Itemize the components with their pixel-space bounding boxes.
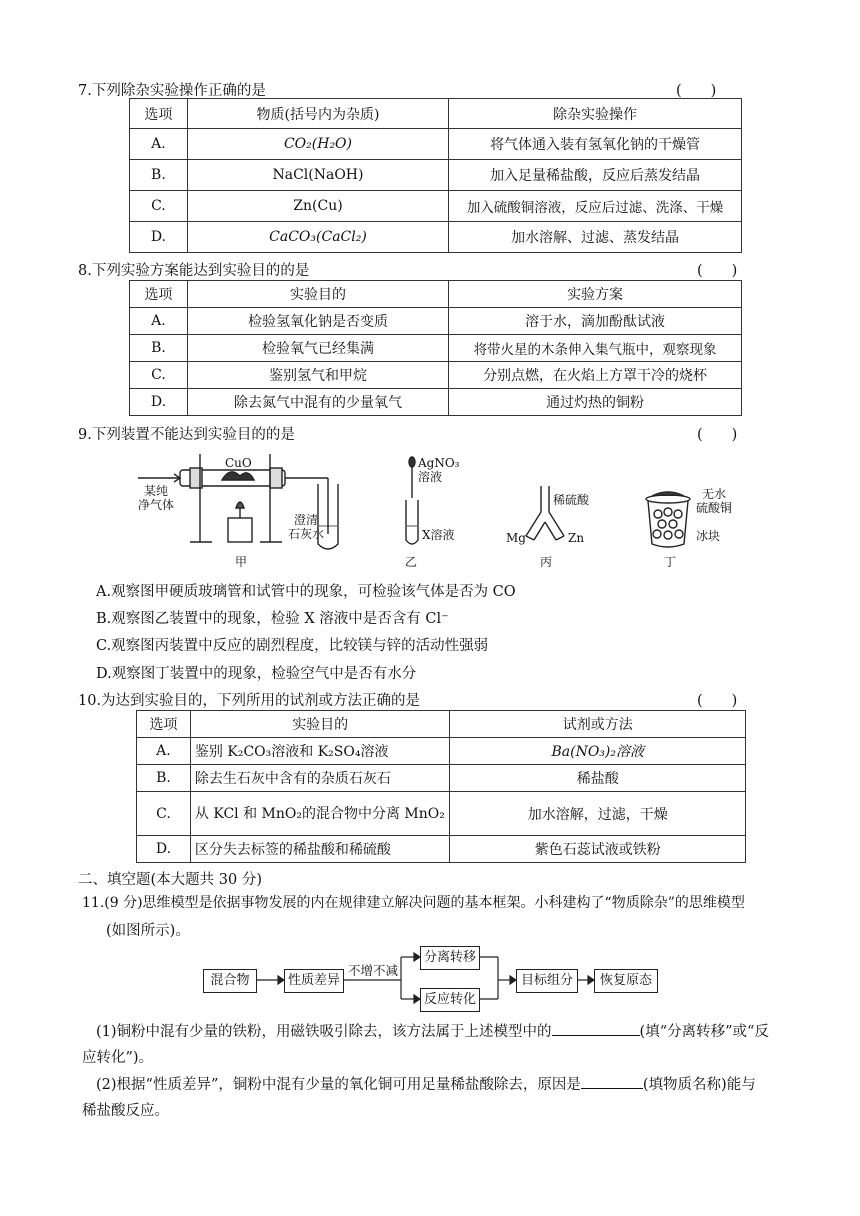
- operation-cell: 加入足量稀盐酸，反应后蒸发结晶: [449, 160, 742, 191]
- header-cell: 选项: [137, 711, 191, 738]
- q10-stem: 10.为达到实验目的，下列所用的试剂或方法正确的是: [78, 693, 421, 709]
- q7-answer-paren: ( ): [676, 83, 717, 99]
- label-agno3-solution: 溶液: [418, 470, 443, 484]
- q11-part2-line2: 稀盐酸反应。: [82, 1103, 169, 1119]
- label-gas-2: 净气体: [138, 498, 175, 512]
- option-cell: A.: [137, 738, 191, 765]
- flow-box-target-component: 目标组分: [516, 969, 578, 993]
- table-row: [137, 836, 746, 863]
- q10-answer-paren: ( ): [697, 693, 738, 709]
- substance-cell: CO₂(H₂O): [187, 129, 448, 160]
- substance-cell: Zn(Cu): [187, 191, 448, 222]
- purpose-cell: 检验氢氧化钠是否变质: [187, 308, 448, 335]
- q11-part1-line1: [96, 1019, 769, 1045]
- table-header-row: [137, 711, 746, 738]
- label-ding: 丁: [664, 555, 677, 569]
- purpose-cell: 鉴别 K₂CO₃溶液和 K₂SO₄溶液: [190, 738, 450, 765]
- option-cell: D.: [130, 222, 188, 253]
- option-cell: D.: [130, 389, 188, 416]
- q8-stem: 8.下列实验方案能达到实验目的的是: [78, 263, 310, 279]
- substance-cell: NaCl(NaOH): [187, 160, 448, 191]
- q9-option-c: C.观察图丙装置中反应的剧烈程度，比较镁与锌的活动性强弱: [96, 638, 489, 654]
- flow-box-reaction-conversion: 反应转化: [420, 988, 480, 1012]
- label-cuo: CuO: [225, 456, 252, 470]
- purpose-cell: 区分失去标签的稀盐酸和稀硫酸: [190, 836, 450, 863]
- table-row: [137, 738, 746, 765]
- answer-blank-1[interactable]: [552, 1021, 640, 1036]
- label-zn: Zn: [568, 531, 585, 545]
- flow-label-no-add-no-reduce: 不增不减: [348, 963, 399, 978]
- header-cell: 选项: [130, 99, 188, 129]
- table-row: [130, 308, 742, 335]
- plan-cell: 溶于水，滴加酚酞试液: [449, 308, 742, 335]
- purpose-cell: 除去氮气中混有的少量氧气: [187, 389, 448, 416]
- option-cell: D.: [137, 836, 191, 863]
- header-cell: 除杂实验操作: [449, 99, 742, 129]
- option-cell: B.: [137, 765, 191, 792]
- substance-cell: CaCO₃(CaCl₂): [187, 222, 448, 253]
- method-cell: 加水溶解，过滤，干燥: [450, 792, 746, 836]
- table-row: [130, 129, 742, 160]
- section-heading: 二、填空题(本大题共 30 分): [78, 872, 262, 888]
- q7-stem: 7.下列除杂实验操作正确的是: [78, 83, 266, 99]
- flow-box-restore-original: 恢复原态: [594, 969, 658, 993]
- q9-option-a: A.观察图甲硬质玻璃管和试管中的现象，可检验该气体是否为 CO: [96, 584, 516, 600]
- purpose-cell: 除去生石灰中含有的杂质石灰石: [190, 765, 450, 792]
- table-header-row: [130, 99, 742, 129]
- label-x-solution: X溶液: [422, 528, 455, 542]
- option-cell: C.: [130, 362, 188, 389]
- flow-box-mixture: 混合物: [203, 969, 257, 993]
- q11-part2-hint: (填物质名称)能与: [642, 1077, 756, 1093]
- figure-ding-apparatus: [642, 490, 694, 552]
- answer-blank-2[interactable]: [581, 1074, 643, 1089]
- flow-box-separation-transfer: 分离转移: [420, 946, 480, 970]
- header-cell: 物质(括号内为杂质): [187, 99, 448, 129]
- label-gas-1: 某纯: [144, 484, 169, 498]
- label-yi: 乙: [405, 555, 418, 569]
- q9-option-b: B.观察图乙装置中的现象，检验 X 溶液中是否含有 Cl⁻: [96, 611, 449, 627]
- q8-table: [129, 280, 742, 416]
- label-jia: 甲: [235, 555, 248, 569]
- purpose-cell: 检验氧气已经集满: [187, 335, 448, 362]
- operation-cell: 将气体通入装有氢氧化钠的干燥管: [449, 129, 742, 160]
- header-cell: 实验目的: [190, 711, 450, 738]
- option-cell: A.: [130, 308, 188, 335]
- table-row: [137, 792, 746, 836]
- label-copper-sulfate: 硫酸铜: [696, 501, 733, 515]
- header-cell: 实验方案: [449, 281, 742, 308]
- method-cell: 紫色石蕊试液或铁粉: [450, 836, 746, 863]
- table-header-row: [130, 281, 742, 308]
- q11-stem-line1: 11.(9 分)思维模型是依据事物发展的内在规律建立解决问题的基本框架。小科建构了“物质除杂”的思维模型: [82, 895, 745, 911]
- table-row: [130, 222, 742, 253]
- label-agno3: AgNO₃: [418, 456, 460, 470]
- table-row: [130, 362, 742, 389]
- table-row: [137, 765, 746, 792]
- table-row: [130, 160, 742, 191]
- option-cell: B.: [130, 160, 188, 191]
- label-anhydrous: 无水: [702, 487, 727, 501]
- plan-cell: 将带火星的木条伸入集气瓶中，观察现象: [449, 335, 742, 362]
- plan-cell: 通过灼热的铜粉: [449, 389, 742, 416]
- q8-answer-paren: ( ): [697, 263, 738, 279]
- method-cell: 稀盐酸: [450, 765, 746, 792]
- q10-table: [136, 710, 746, 863]
- label-ice: 冰块: [696, 529, 721, 543]
- option-cell: B.: [130, 335, 188, 362]
- q9-option-d: D.观察图丁装置中的现象，检验空气中是否有水分: [96, 666, 417, 682]
- table-row: [130, 389, 742, 416]
- purpose-cell: 鉴别氢气和甲烷: [187, 362, 448, 389]
- flow-box-property-difference: 性质差异: [284, 969, 344, 993]
- table-row: [130, 335, 742, 362]
- label-bing: 丙: [540, 555, 553, 569]
- label-dilute-sulfuric-acid: 稀硫酸: [553, 493, 590, 507]
- label-lime-1: 澄清: [294, 513, 319, 527]
- operation-cell: 加入硫酸铜溶液，反应后过滤、洗涤、干燥: [449, 191, 742, 222]
- q11-part2-text: (2)根据“性质差异”，铜粉中混有少量的氧化铜可用足量稀盐酸除去，原因是: [96, 1077, 581, 1093]
- q7-table: [129, 98, 742, 253]
- label-lime-2: 石灰水: [288, 527, 325, 541]
- q11-part1-line2: 应转化”)。: [82, 1050, 154, 1066]
- q11-stem-line2: (如图所示)。: [106, 923, 190, 939]
- q9-stem: 9.下列装置不能达到实验目的的是: [78, 427, 295, 443]
- q11-part1-hint: (填“分离转移”或“反: [639, 1024, 769, 1040]
- header-cell: 实验目的: [187, 281, 448, 308]
- option-cell: C.: [137, 792, 191, 836]
- q11-part2-line1: [96, 1072, 756, 1098]
- label-mg: Mg: [506, 531, 526, 545]
- q11-part1-text: (1)铜粉中混有少量的铁粉，用磁铁吸引除去，该方法属于上述模型中的: [96, 1024, 552, 1040]
- header-cell: 试剂或方法: [450, 711, 746, 738]
- purpose-cell: 从 KCl 和 MnO₂的混合物中分离 MnO₂: [190, 792, 450, 836]
- table-row: [130, 191, 742, 222]
- header-cell: 选项: [130, 281, 188, 308]
- plan-cell: 分别点燃，在火焰上方罩干冷的烧杯: [449, 362, 742, 389]
- option-cell: A.: [130, 129, 188, 160]
- operation-cell: 加水溶解、过滤、蒸发结晶: [449, 222, 742, 253]
- method-cell: Ba(NO₃)₂溶液: [450, 738, 746, 765]
- q9-answer-paren: ( ): [697, 427, 738, 443]
- option-cell: C.: [130, 191, 188, 222]
